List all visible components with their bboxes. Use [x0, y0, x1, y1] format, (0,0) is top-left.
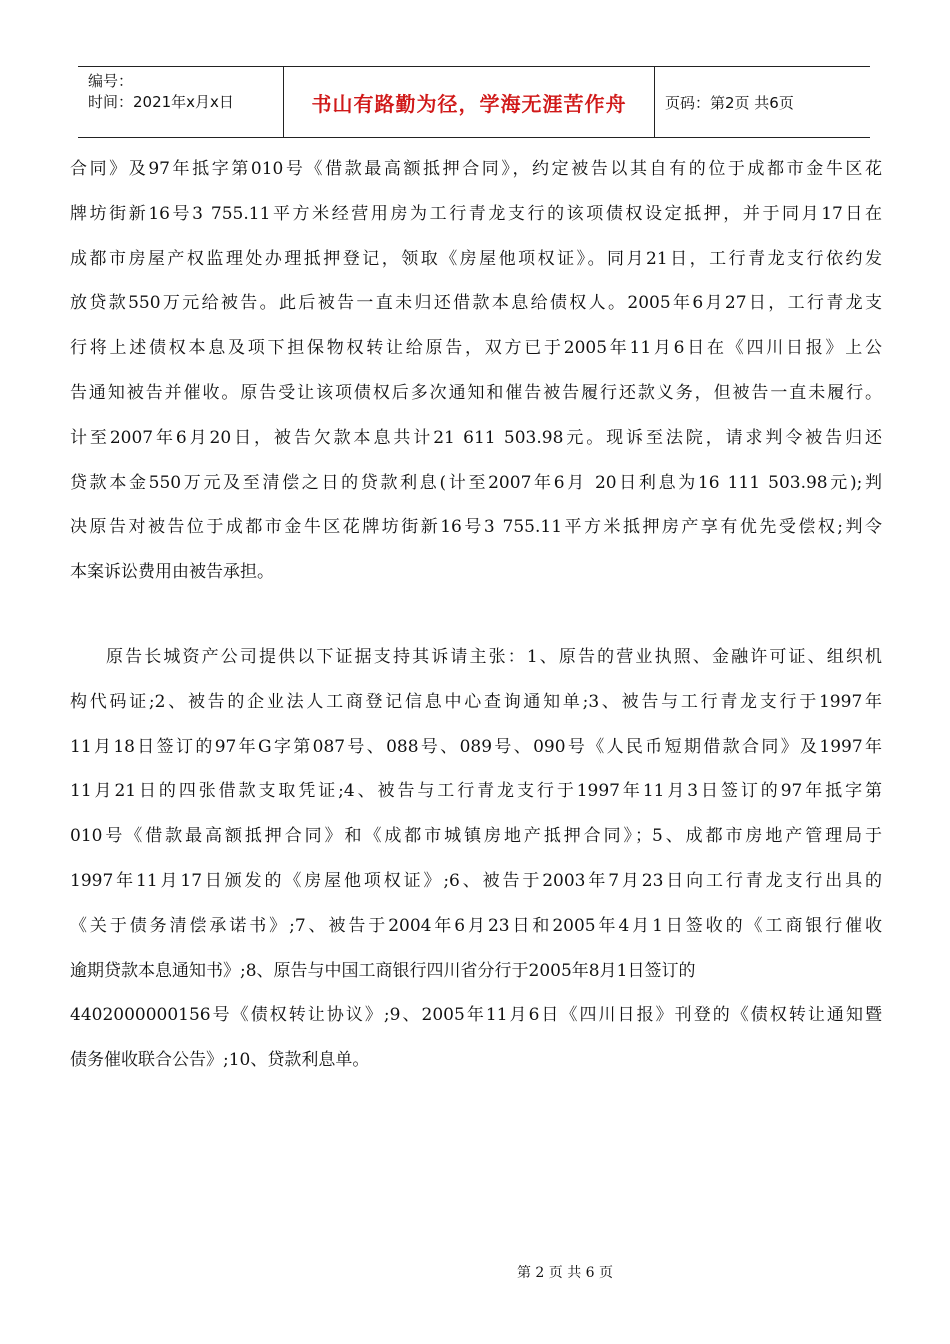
document-body	[70, 147, 882, 1083]
text-line: 1997年11月17日颁发的《房屋他项权证》;6、被告于2003年7月23日向工行青龙支行出具的	[70, 870, 882, 891]
text-line: 计至2007年6月20日，被告欠款本息共计21 611 503.98元。现诉至法院，请求判令被告归还	[70, 427, 882, 448]
text-line: 放贷款550万元给被告。此后被告一直未归还借款本息给债权人。2005年6月27日，工行青龙支	[70, 293, 882, 314]
text-line: 11月18日签订的97年G字第087号、088号、089号、090号《人民币短期借款合同》及1997年	[70, 736, 882, 757]
text-line: 010号《借款最高额抵押合同》和《成都市城镇房地产抵押合同》；5、成都市房地产管理局于	[70, 826, 882, 847]
header-motto: 书山有路勤为径，学海无涯苦作舟	[283, 67, 655, 137]
page-footer: 第 2 页 共 6 页	[516, 1265, 614, 1281]
text-line: 合同》及97年抵字第010号《借款最高额抵押合同》，约定被告以其自有的位于成都市金牛区花	[70, 159, 882, 179]
text-line: 牌坊街新16号3 755.11平方米经营用房为工行青龙支行的该项债权设定抵押，并于同月17日在	[70, 203, 882, 224]
text-line: 债务催收联合公告》;10、贷款利息单。	[70, 1050, 370, 1071]
header-page-number: 页码：第2页 共6页	[665, 93, 794, 112]
text-line: 本案诉讼费用由被告承担。	[70, 562, 274, 583]
document-date-label: 时间：2021年x月x日	[88, 93, 234, 111]
text-line: 行将上述债权本息及项下担保物权转让给原告，双方已于2005年11月6日在《四川日报》上公	[70, 338, 882, 359]
text-line: 告通知被告并催收。原告受让该项债权后多次通知和催告被告履行还款义务，但被告一直未履行。	[70, 382, 882, 403]
page-header	[78, 66, 870, 138]
text-line: 逾期贷款本息通知书》;8、原告与中国工商银行四川省分行于2005年8月1日签订的	[70, 960, 696, 981]
document-number-label: 编号：	[88, 72, 134, 90]
text-line: 决原告对被告位于成都市金牛区花牌坊街新16号3 755.11平方米抵押房产享有优先受偿权;判令	[70, 517, 882, 538]
text-line: 成都市房屋产权监理处办理抵押登记，领取《房屋他项权证》。同月21日，工行青龙支行依约发	[70, 248, 882, 269]
text-line: 原告长城资产公司提供以下证据支持其诉请主张：1、原告的营业执照、金融许可证、组织机	[106, 646, 882, 667]
text-line: 贷款本金550万元及至清偿之日的贷款利息(计至2007年6月 20日利息为16 111 503.98元);判	[70, 472, 882, 493]
text-line: 《关于债务清偿承诺书》;7、被告于2004年6月23日和2005年4月1日签收的《工商银行催收	[70, 915, 882, 936]
paragraph-evidence	[70, 635, 882, 1083]
paragraph-claims	[70, 147, 882, 595]
text-line: 4402000000156号《债权转让协议》;9、2005年11月6日《四川日报》刊登的《债权转让通知暨	[70, 1005, 882, 1026]
text-line: 11月21日的四张借款支取凭证;4、被告与工行青龙支行于1997年11月3日签订的97年抵字第	[70, 781, 882, 802]
text-line: 构代码证;2、被告的企业法人工商登记信息中心查询通知单;3、被告与工行青龙支行于1997年	[70, 691, 882, 712]
header-meta	[78, 67, 283, 137]
